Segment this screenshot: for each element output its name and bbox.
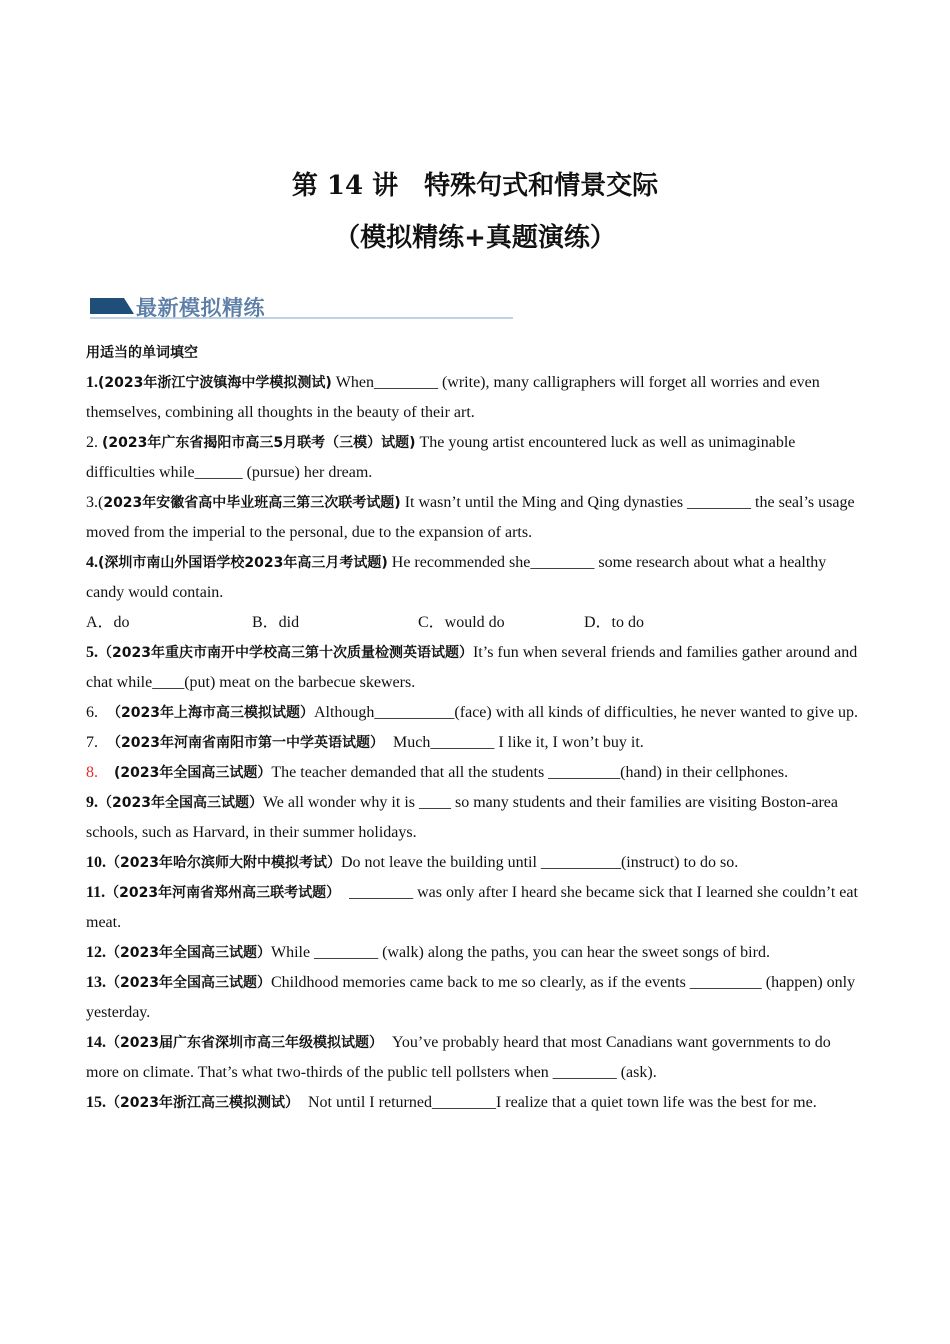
question-text: The teacher demanded that all the students _________(hand) in their cellphones.: [271, 764, 789, 781]
question-text: The young artist encountered luck as well as unimaginable difficulties while______ (pursue) her dream.: [86, 434, 796, 481]
instruction: 用适当的单词填空: [86, 345, 198, 361]
question-text: We all wonder why it is ____ so many students and their families are visiting Boston-area schools, such as Harvard, in their summer holidays.: [86, 794, 839, 841]
question-number: 6.: [86, 704, 115, 721]
question-item: [86, 758, 866, 788]
question-source: （2023年上海市高三模拟试题）: [114, 705, 314, 721]
question-number: 13.: [86, 974, 106, 991]
question-number: 4.: [86, 554, 98, 571]
question-source: (2023年浙江宁波镇海中学模拟测试): [98, 375, 332, 391]
question-source: （2023年浙江高三模拟测试）: [106, 1095, 292, 1111]
question-item: [86, 788, 866, 848]
question-number: 3.(: [86, 494, 104, 511]
question-source: (深圳市南山外国语学校2023年高三月考试题): [98, 555, 388, 571]
question-source: （2023年全国高三试题）: [106, 945, 271, 961]
question-text: He recommended she________ some research about what a healthy candy would contain.: [86, 554, 827, 601]
question-text: Although__________(face) with all kinds of difficulties, he never wanted to give up.: [313, 704, 859, 721]
question-number: 9.: [86, 794, 98, 811]
question-item: [86, 848, 866, 878]
question-number: 15.: [86, 1094, 106, 1111]
question-text: Do not leave the building until __________(instruct) to do so.: [340, 854, 739, 871]
option-c: C．would do: [418, 614, 505, 631]
question-text: Childhood memories came back to me so clearly, as if the events _________ (happen) only yesterday.: [86, 974, 856, 1021]
page-subtitle: （模拟精练+真题演练）: [334, 223, 616, 253]
question-number: 12.: [86, 944, 106, 961]
question-number: 2.: [86, 434, 102, 451]
question-source: （2023年重庆市南开中学校高三第十次质量检测英语试题）: [98, 645, 473, 661]
question-source: （2023年哈尔滨师大附中模拟考试）: [106, 855, 341, 871]
question-text: ________ was only after I heard she became sick that I learned she couldn’t eat meat.: [86, 884, 858, 931]
question-item: [86, 878, 866, 938]
section-heading: 最新模拟精练: [136, 296, 265, 320]
question-number: 7.: [86, 734, 115, 751]
question-item: [86, 488, 866, 548]
question-source: (2023年广东省揭阳市高三5月联考（三模）试题): [102, 435, 416, 451]
question-text: Not until I returned________I realize that a quiet town life was the best for me.: [291, 1094, 817, 1111]
question-item: [86, 638, 866, 698]
question-source: （2023年全国高三试题）: [106, 975, 271, 991]
question-source: 2023年安徽省高中毕业班高三第三次联考试题): [103, 495, 401, 511]
question-item: [86, 698, 866, 728]
question-item: [86, 968, 866, 1028]
question-text: You’ve probably heard that most Canadians want governments to do more on climate. That’s what two-thirds of the public tell pollsters when ________ (ask).: [86, 1034, 831, 1081]
question-source: （2023年河南省郑州高三联考试题）: [105, 885, 334, 901]
question-item: [86, 728, 866, 758]
question-number: 11.: [86, 884, 106, 901]
question-item: [86, 1088, 866, 1118]
option-a: A．do: [86, 614, 130, 631]
question-source: （2023年全国高三试题）: [98, 795, 263, 811]
question-text: While ________ (walk) along the paths, you can hear the sweet songs of bird.: [270, 944, 770, 961]
question-item: [86, 1028, 866, 1088]
question-source: (2023年全国高三试题）: [114, 765, 272, 781]
question-text: When________ (write), many calligraphers will forget all worries and even themselves, combining all thoughts in the beauty of their art.: [86, 374, 820, 421]
question-source: （2023届广东省深圳市高三年级模拟试题）: [106, 1035, 376, 1051]
question-number: 8.: [86, 764, 115, 781]
banner-block: [90, 298, 134, 314]
question-source: （2023年河南省南阳市第一中学英语试题）: [114, 735, 377, 751]
answer-options: [86, 608, 866, 638]
question-text: Much________ I like it, I won’t buy it.: [376, 734, 644, 751]
question-list: [86, 338, 866, 1118]
question-item: [86, 938, 866, 968]
question-item: [86, 428, 866, 488]
question-number: 10.: [86, 854, 106, 871]
question-item: [86, 548, 866, 608]
question-number: 14.: [86, 1034, 106, 1051]
question-item: [86, 368, 866, 428]
option-b: B．did: [252, 614, 300, 631]
question-text: It’s fun when several friends and families gather around and chat while____(put) meat on the barbecue skewers.: [86, 644, 858, 691]
page-title: 第 14 讲 特殊句式和情景交际: [291, 171, 659, 201]
question-text: It wasn’t until the Ming and Qing dynasties ________ the seal’s usage moved from the imperial to the personal, due to the expansion of arts.: [86, 494, 855, 541]
question-number: 5.: [86, 644, 98, 661]
option-d: D．to do: [584, 614, 645, 631]
question-number: 1.: [86, 374, 98, 391]
